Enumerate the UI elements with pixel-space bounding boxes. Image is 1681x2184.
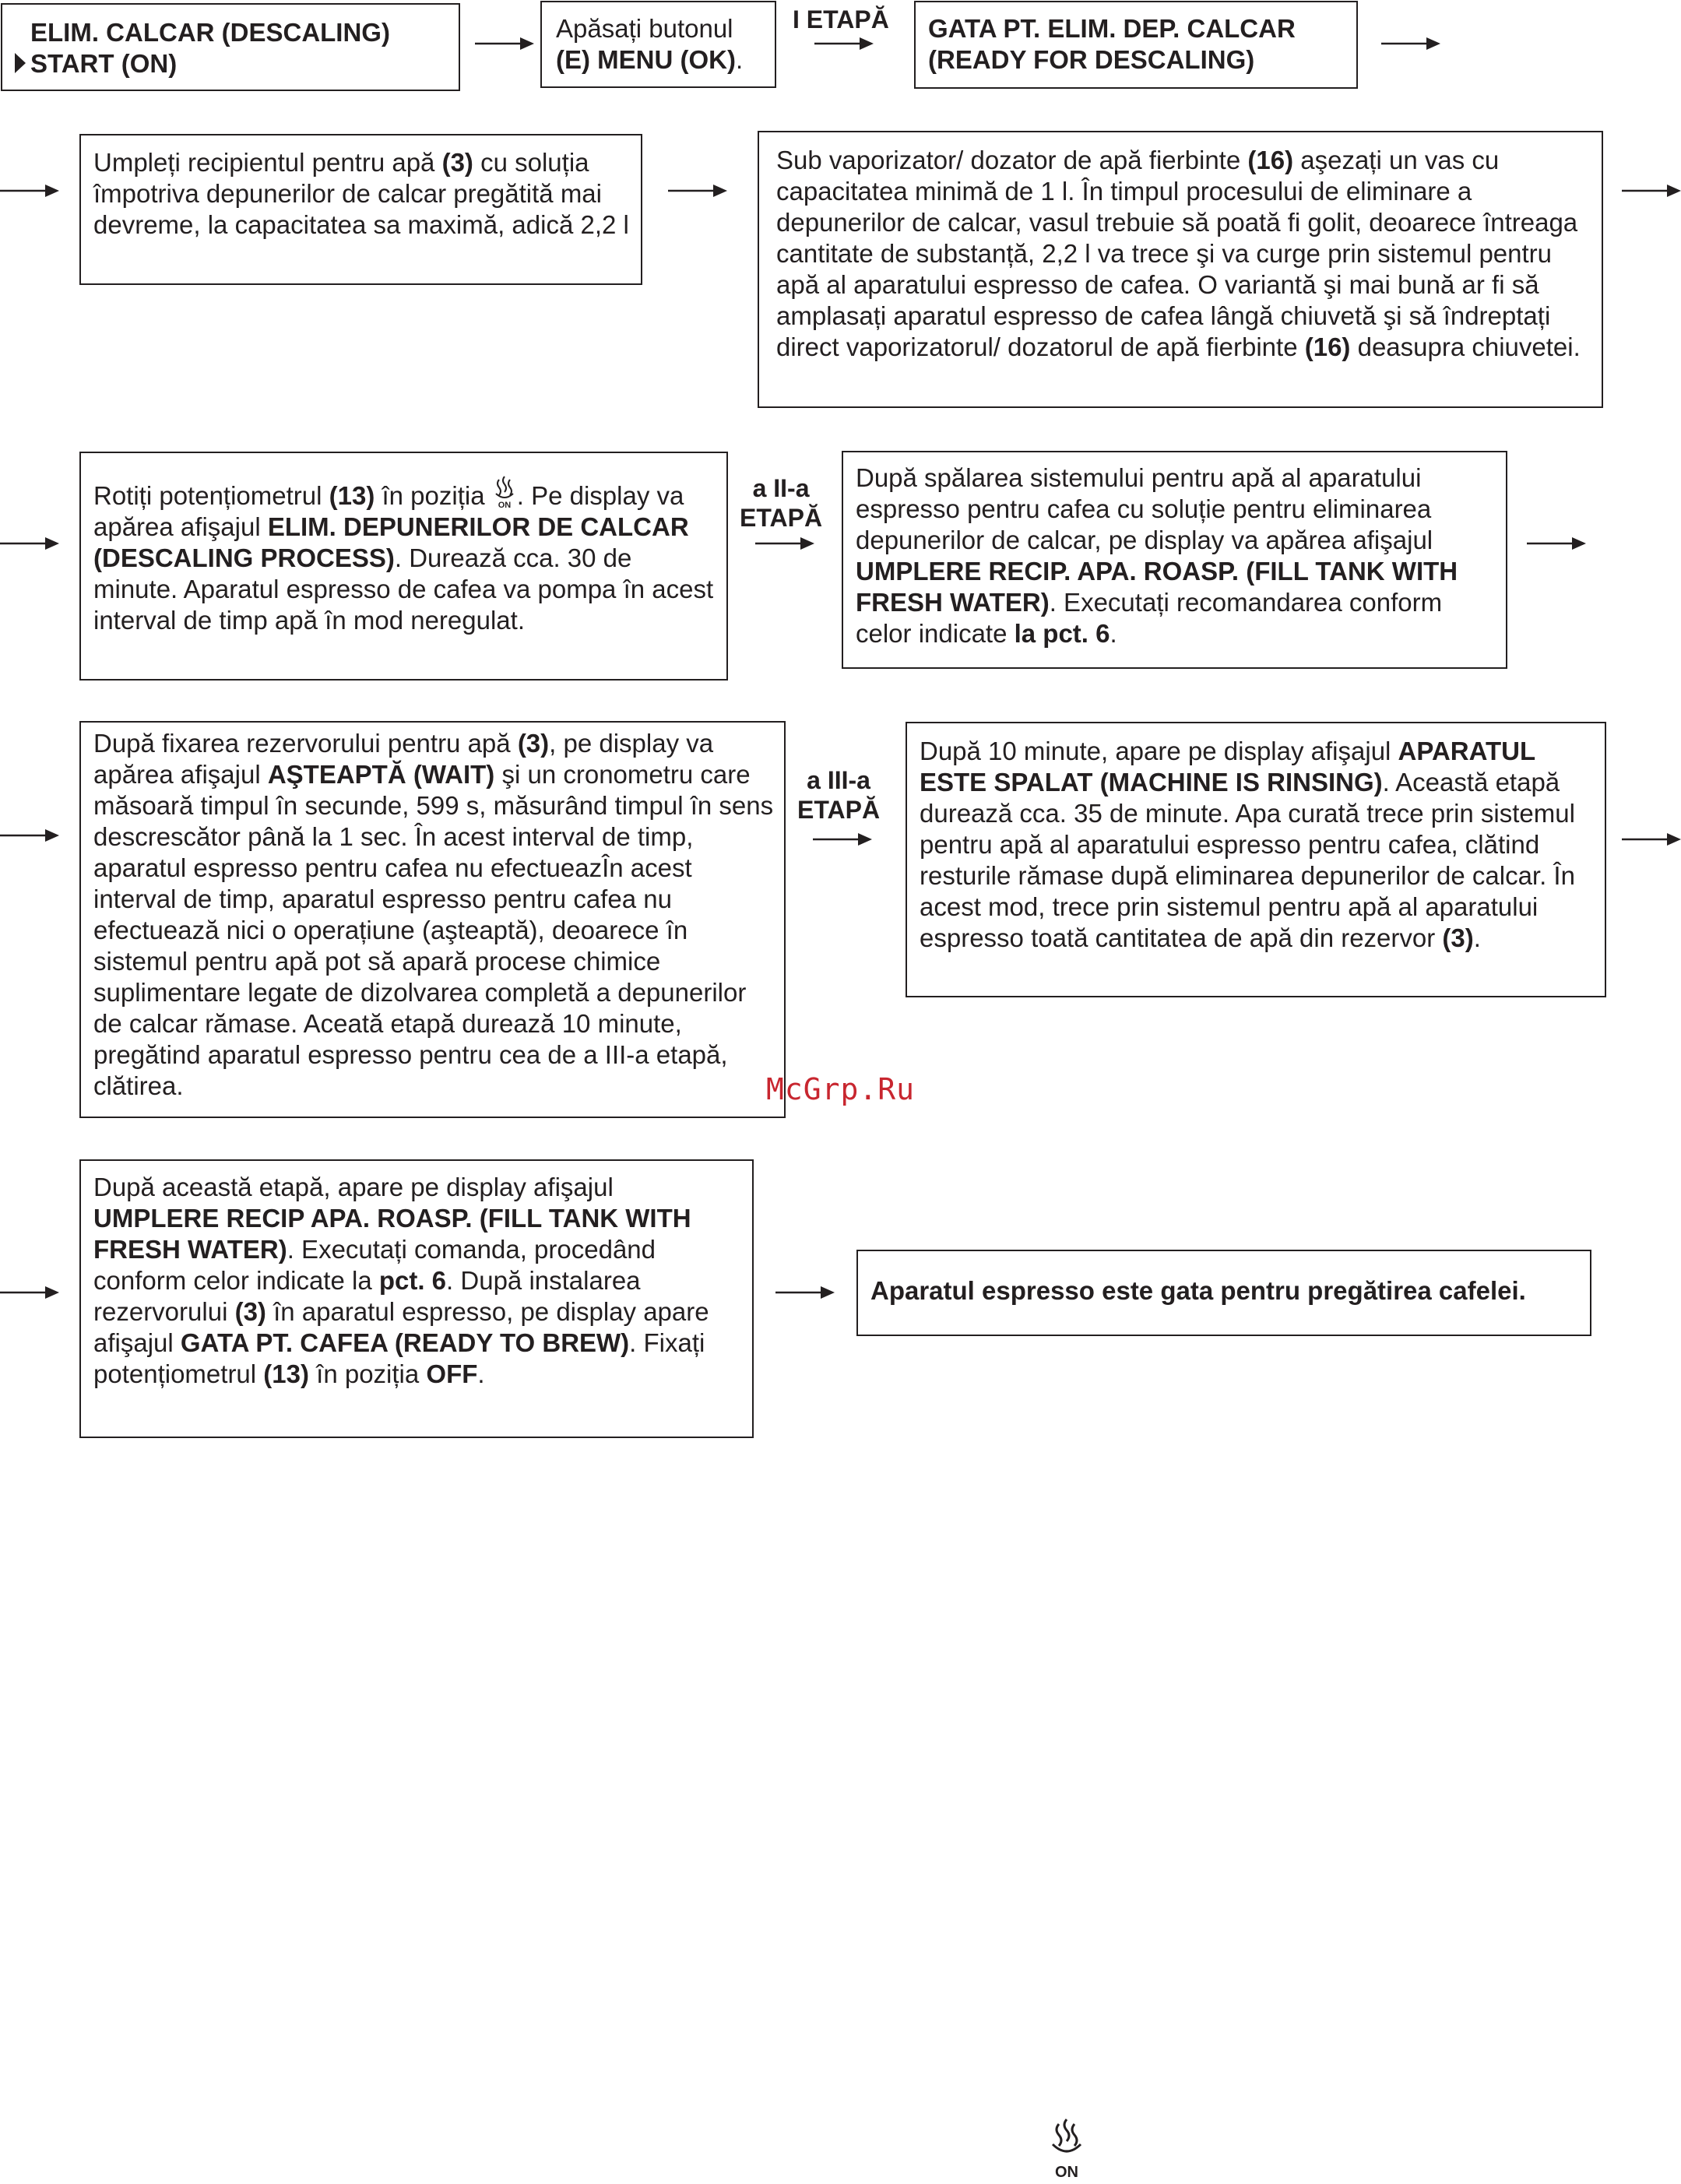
- ready-descaling-line1: GATA PT. ELIM. DEP. CALCAR: [928, 14, 1296, 43]
- box-press-menu: Apăsați butonul (E) MENU (OK).: [540, 1, 776, 88]
- right-arrow-icon: [755, 536, 814, 551]
- ready-to-brew-text: După această etapă, apare pe display afişajul UMPLERE RECIP APA. ROASP. (FILL TANK WITH FRESH WATER). Executați comanda, procedând conform celor indicate la pct. 6. După instalarea rezervorului (3) în aparatul espresso, pe display apare afişajul GATA PT. CAFEA (READY TO BREW). Fixați potențiometrul (13) în poziția OFF.: [93, 1173, 709, 1388]
- right-arrow-icon: [668, 183, 727, 199]
- stage-label-3: a III-a ETAPĂ: [797, 766, 881, 824]
- box-place-container: [758, 131, 1603, 408]
- machine-rinsing-text: După 10 minute, apare pe display afişajul APARATUL ESTE SPALAT (MACHINE IS RINSING). Această etapă durează cca. 35 de minute. Apa curată trece prin sistemul pentru apă al aparatului espresso pentru cafea, clătind resturile rămase după eliminarea depunerilor de calcar. În acest mod, trece prin sistemul pentru apă al aparatului espresso toată cantitatea de apă din rezervor (3).: [920, 737, 1575, 952]
- ready-descaling-line2: (READY FOR DESCALING): [928, 45, 1255, 74]
- start-on-label: START (ON): [30, 49, 178, 78]
- box-machine-ready: [856, 1250, 1591, 1336]
- right-arrow-icon: [0, 536, 59, 551]
- press-button-text: Apăsați butonul: [556, 14, 733, 43]
- svg-text:ON: ON: [498, 501, 511, 509]
- stage-label-2: a II-a ETAPĂ: [740, 474, 823, 532]
- right-arrow-icon: [0, 828, 59, 843]
- box-machine-rinsing: [906, 722, 1606, 997]
- box-ready-for-descaling: [914, 1, 1358, 89]
- fill-tank-solution-text: Umpleți recipientul pentru apă (3) cu soluția împotriva depunerilor de calcar pregătită mai devreme, la capacitatea sa maximă, adică 2,2 l: [93, 148, 629, 239]
- box-fill-fresh-water: [842, 451, 1507, 669]
- box-ready-to-brew: [79, 1159, 754, 1438]
- wait-countdown-text: După fixarea rezervorului pentru apă (3), pe display va apărea afişajul AŞTEAPTĂ (WAIT) şi un cronometru care măsoară timpul în secunde, 599 s, măsurând timpul în sens descrescător până la 1 sec. În acest interval de timp, aparatul espresso pentru cafea nu efectueazÎn acest interval de timp, aparatul espresso pentru cafea nu efectuează nici o operațiune (aşteaptă), deoarece în sistemul pentru apă pot să apară procese chimice suplimentare legate de dizolvarea completă a depunerilor de calcar rămase. Aceată etapă durează 10 minute, pregătind aparatul espresso pentru cea de a III-a etapă, clătirea.: [93, 729, 774, 1100]
- place-container-text: Sub vaporizator/ dozator de apă fierbinte (16) aşezați un vas cu capacitatea minimă de 1 l. În timpul procesului de eliminare a depunerilor de calcar, vasul trebuie să poată fi golit, deoarece întreaga cantitate de substanță, 2,2 l va trece şi va curge prin sistemul pentru apă al aparatului espresso de cafea. O variantă şi mai bună ar fi să amplasați aparatul espresso de cafea lângă chiuvetă şi să îndreptați direct vaporizatorul/ dozatorul de apă fierbinte (16) deasupra chiuvetei.: [776, 146, 1581, 361]
- svg-text:ON: ON: [1055, 2164, 1078, 2180]
- right-arrow-icon: [1527, 536, 1586, 551]
- menu-ok-key: (E) MENU (OK): [556, 45, 736, 74]
- box-fill-tank-solution: [79, 134, 642, 285]
- right-arrow-icon: [1622, 183, 1681, 199]
- right-arrow-icon: [0, 1285, 59, 1300]
- fill-fresh-water-text: După spălarea sistemului pentru apă al aparatului espresso pentru cafea cu soluție pentru eliminarea depunerilor de calcar, pe display va apărea afişajul UMPLERE RECIP. APA. ROASP. (FILL TANK WITH FRESH WATER). Executați recomandarea conform celor indicate la pct. 6.: [856, 463, 1458, 648]
- box-wait-countdown: [79, 721, 786, 1118]
- stage-label-1: I ETAPĂ: [793, 5, 889, 33]
- steam-on-icon: [494, 475, 515, 509]
- right-arrow-icon: [814, 36, 874, 51]
- rotate-knob-text: Rotiți potențiometrul (13) în poziția ON . Pe display va apărea afişajul ELIM. DEPUNERILOR DE CALCAR (DESCALING PROCESS). Durează cca. 30 de minute. Aparatul espresso de cafea va pompa în acest interval de timp apă în mod neregulat.: [93, 475, 719, 636]
- right-arrow-icon: [813, 832, 872, 847]
- right-arrow-icon: [775, 1285, 835, 1300]
- right-arrow-icon: [0, 183, 59, 199]
- steam-on-icon: [1048, 2118, 1085, 2180]
- box-descaling-start: [1, 3, 460, 91]
- right-arrow-icon: [475, 36, 534, 51]
- box-rotate-knob: [79, 452, 728, 681]
- watermark: McGrp.Ru: [766, 1072, 916, 1106]
- descaling-title: ELIM. CALCAR (DESCALING): [30, 18, 390, 47]
- right-arrow-icon: [1622, 832, 1681, 847]
- pointer-triangle-icon: [15, 53, 26, 73]
- machine-ready-text: Aparatul espresso este gata pentru pregătirea cafelei.: [870, 1276, 1526, 1305]
- right-arrow-icon: [1381, 36, 1440, 51]
